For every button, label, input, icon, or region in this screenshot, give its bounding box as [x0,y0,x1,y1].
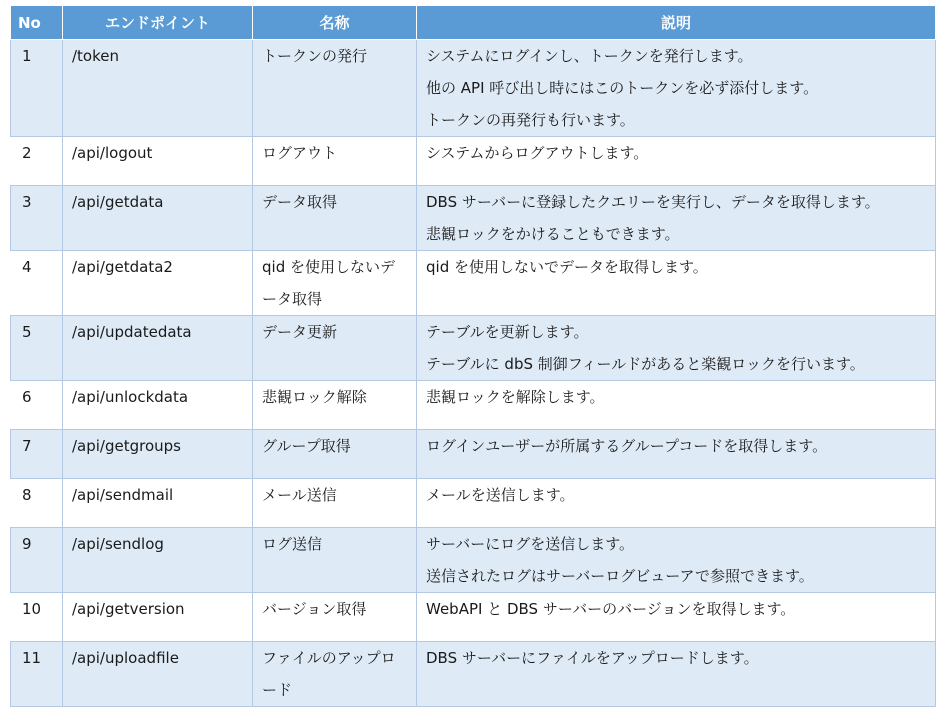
endpoint-path: /api/updatedata [63,316,253,381]
description-line: テーブルを更新します。 [426,323,589,341]
endpoint-name: バージョン取得 [253,593,417,642]
endpoint-name: qid を使用しないデータ取得 [253,251,417,316]
description-line: WebAPI と DBS サーバーのバージョンを取得します。 [426,600,796,618]
endpoint-description [417,479,936,528]
endpoint-path: /api/getversion [63,593,253,642]
endpoint-name: ログアウト [253,137,417,186]
table-row [11,479,936,528]
row-number: 2 [11,137,63,186]
row-number: 9 [11,528,63,593]
description-line: ログインユーザーが所属するグループコードを取得します。 [426,437,828,455]
description-line: DBS サーバーにファイルをアップロードします。 [426,649,759,667]
endpoint-name: 悲観ロック解除 [253,381,417,430]
row-number: 1 [11,40,63,137]
endpoint-path: /api/sendmail [63,479,253,528]
endpoint-description [417,642,936,707]
table-row [11,528,936,593]
endpoint-description [417,593,936,642]
endpoint-path: /api/sendlog [63,528,253,593]
table-row [11,251,936,316]
description-line: システムからログアウトします。 [426,144,649,162]
row-number: 4 [11,251,63,316]
table-row [11,642,936,707]
table-row [11,381,936,430]
table-row [11,430,936,479]
description-line: テーブルに dbS 制御フィールドがあると楽観ロックを行います。 [426,355,865,373]
table-row [11,316,936,381]
endpoint-name: グループ取得 [253,430,417,479]
description-line: サーバーにログを送信します。 [426,535,635,553]
endpoint-description [417,381,936,430]
endpoint-name: メール送信 [253,479,417,528]
table-row [11,593,936,642]
endpoint-name: ログ送信 [253,528,417,593]
endpoint-path: /api/getdata [63,186,253,251]
endpoint-path: /api/unlockdata [63,381,253,430]
endpoint-path: /api/getgroups [63,430,253,479]
row-number: 8 [11,479,63,528]
row-number: 6 [11,381,63,430]
description-line: システムにログインし、トークンを発行します。 [426,47,753,65]
description-line: 他の API 呼び出し時にはこのトークンを必ず添付します。 [426,79,819,97]
endpoint-description [417,528,936,593]
row-number: 11 [11,642,63,707]
row-number: 7 [11,430,63,479]
endpoint-path: /token [63,40,253,137]
api-endpoint-table [10,6,936,707]
endpoint-name: ファイルのアップロード [253,642,417,707]
description-line: qid を使用しないでデータを取得します。 [426,258,708,276]
row-number: 10 [11,593,63,642]
endpoint-description [417,251,936,316]
column-header-name: 名称 [253,6,417,40]
description-line: DBS サーバーに登録したクエリーを実行し、データを取得します。 [426,193,880,211]
endpoint-path: /api/logout [63,137,253,186]
endpoint-description [417,430,936,479]
description-line: 送信されたログはサーバーログビューアで参照できます。 [426,567,814,585]
endpoint-name: トークンの発行 [253,40,417,137]
description-line: 悲観ロックをかけることもできます。 [426,225,680,243]
endpoint-name: データ更新 [253,316,417,381]
endpoint-description [417,137,936,186]
description-line: 悲観ロックを解除します。 [426,388,605,406]
table-row [11,40,936,137]
column-header-no: No [11,6,63,40]
endpoint-description [417,40,936,137]
column-header-endpoint: エンドポイント [63,6,253,40]
row-number: 3 [11,186,63,251]
description-line: メールを送信します。 [426,486,575,504]
table-header-row [11,6,936,40]
row-number: 5 [11,316,63,381]
endpoint-path: /api/uploadfile [63,642,253,707]
endpoint-path: /api/getdata2 [63,251,253,316]
endpoint-description [417,316,936,381]
description-line: トークンの再発行も行います。 [426,111,635,129]
table-row [11,137,936,186]
endpoint-description [417,186,936,251]
table-row [11,186,936,251]
column-header-description: 説明 [417,6,936,40]
endpoint-name: データ取得 [253,186,417,251]
